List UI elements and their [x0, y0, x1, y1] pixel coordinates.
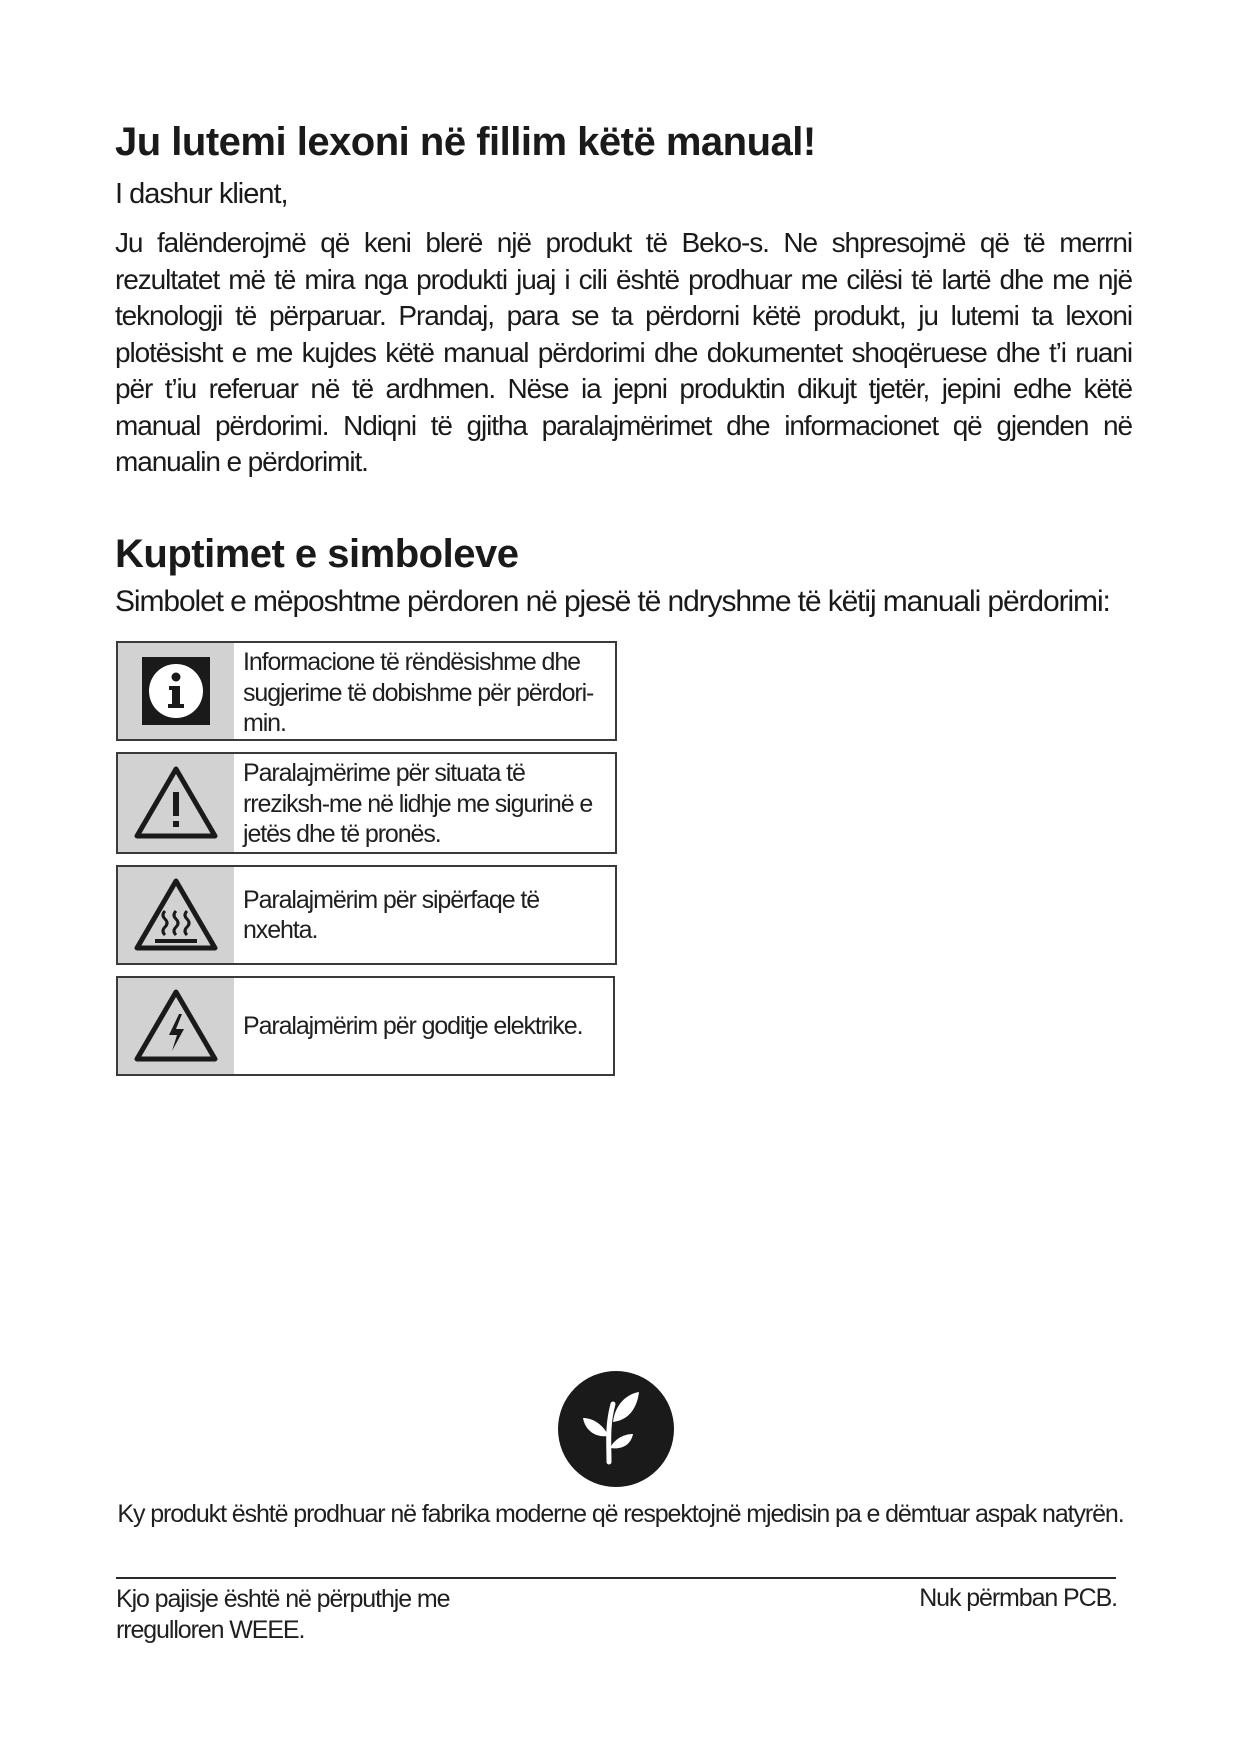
symbol-description: Paralajmërime për situata të rreziksh-me në lidhje me sigurinë e jetës dhe të pronës.: [243, 759, 593, 848]
symbol-row-hot-surface: [116, 865, 617, 965]
warning-icon: [133, 765, 219, 841]
symbol-description: Informacione të rëndësishme dhe sugjerime të dobishme për përdori-min.: [243, 648, 594, 737]
greeting: I dashur klient,: [115, 178, 288, 210]
intro-paragraph: Ju falënderojmë që keni blerë një produkt të Beko-s. Ne shpresojmë që të merrni rezultatet më të mira nga produkti juaj i cili është prodhuar me cilësi të lartë dhe me një teknologji të përparuar. Prandaj, para se ta përdorni këtë produkt, ju lutemi ta lexoni plotësisht e me kujdes këtë manual përdorimi dhe dokumentet shoqëruese dhe t’i ruani për t’iu referuar në të ardhmen. Nëse ia jepni produktin dikujt tjetër, jepini edhe këtë manual përdorimi. Ndiqni të gjitha paralajmërimet dhe informacionet që gjenden në manualin e përdorimit.: [115, 227, 1132, 477]
symbol-row-electric-shock: [116, 976, 615, 1076]
symbol-row-info: [116, 641, 617, 741]
pcb-statement: Nuk përmban PCB.: [919, 1584, 1117, 1612]
symbols-intro: Simbolet e mëposhtme përdoren në pjesë të ndryshme të këtij manuali përdorimi:: [115, 585, 1110, 618]
leaf-icon: [557, 1370, 675, 1488]
page-title: Ju lutemi lexoni në fillim këtë manual!: [115, 120, 816, 164]
symbol-description: Paralajmërim për goditje elektrike.: [243, 1011, 583, 1040]
symbol-row-warning: [116, 752, 617, 854]
weee-compliance: Kjo pajisje është në përputhje me rregulloren WEEE.: [116, 1585, 450, 1644]
electric-shock-icon: [133, 988, 219, 1064]
info-icon: [141, 656, 211, 726]
footer-divider: [116, 1577, 1116, 1579]
symbol-description: Paralajmërim për sipërfaqe të nxehta.: [243, 885, 540, 944]
eco-statement: Ky produkt është prodhuar në fabrika moderne që respektojnë mjedisin pa e dëmtuar aspak natyrën.: [117, 1500, 1124, 1528]
hot-surface-icon: [133, 877, 219, 953]
symbols-heading: Kuptimet e simboleve: [115, 532, 519, 576]
